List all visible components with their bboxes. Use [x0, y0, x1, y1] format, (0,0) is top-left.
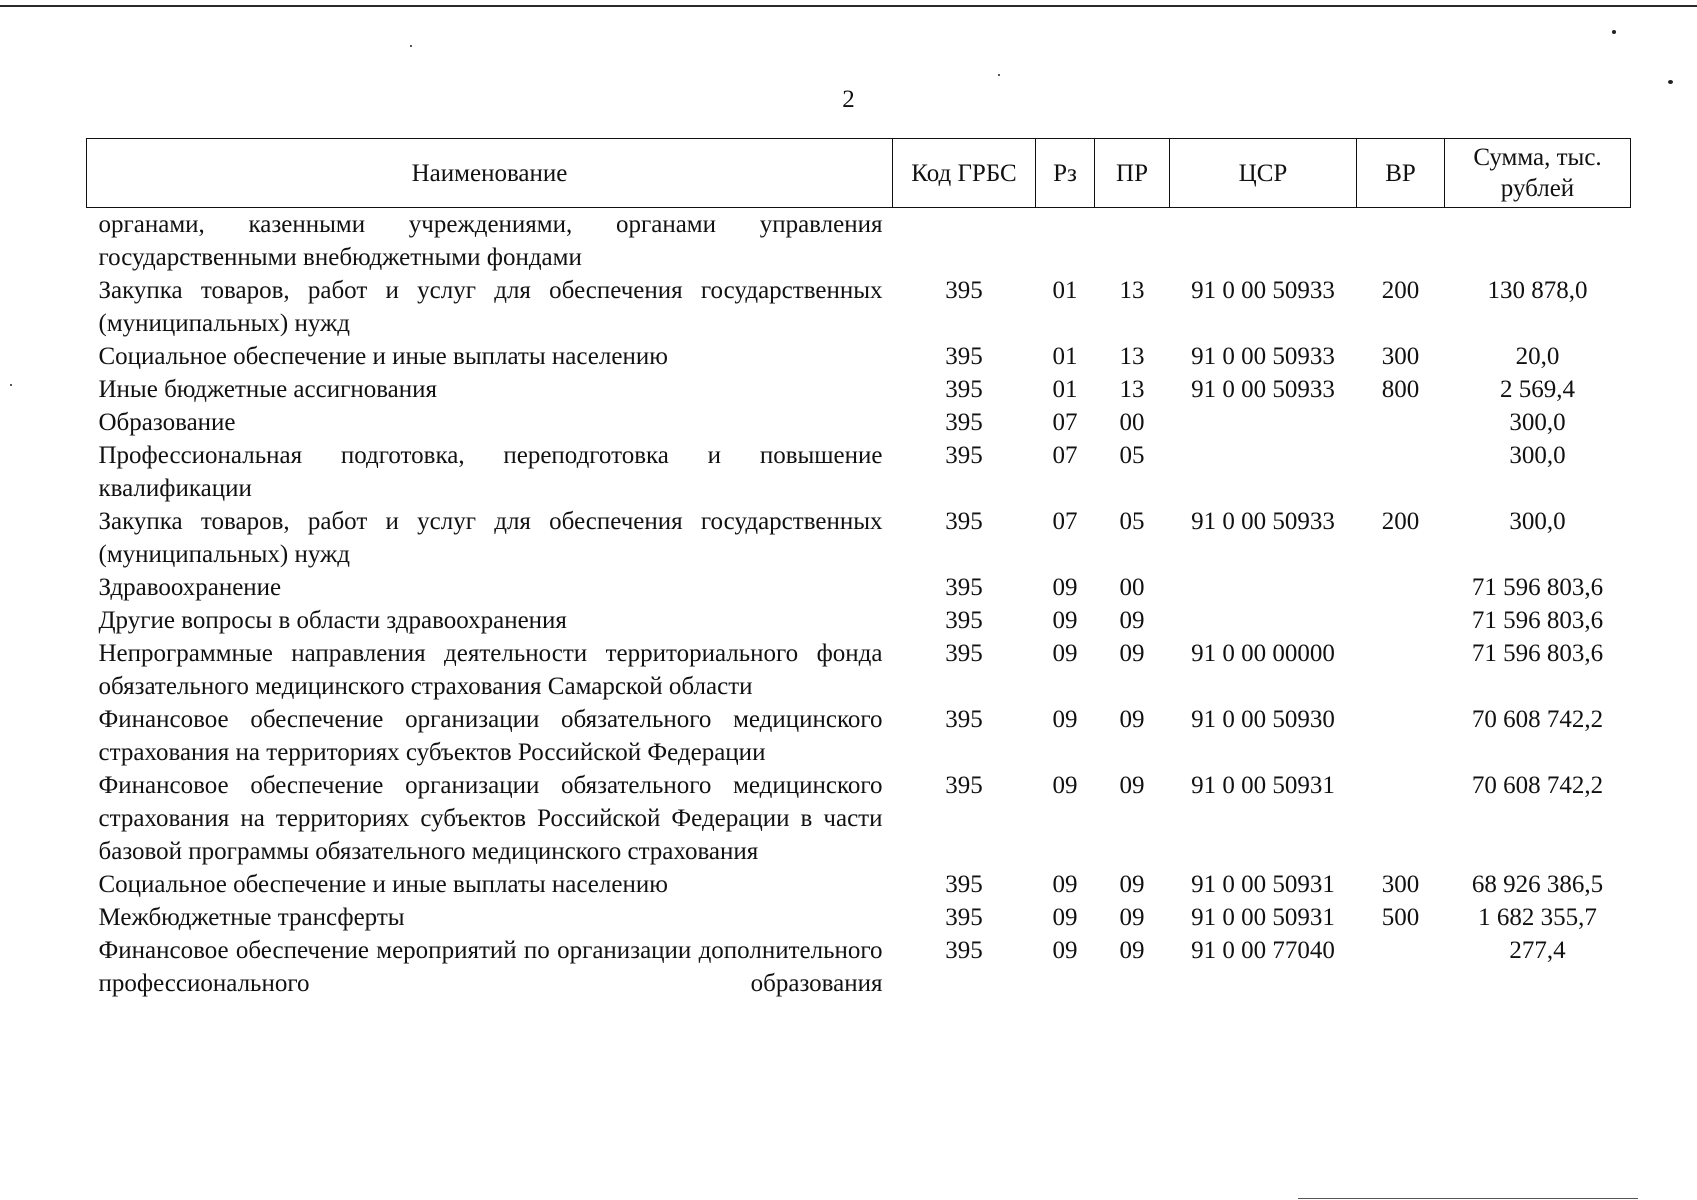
- cell-grbs: 395: [945, 277, 983, 304]
- cell-grbs: 395: [945, 871, 983, 898]
- cell-sum: 300,0: [1509, 442, 1566, 469]
- budget-table-container: [86, 138, 1630, 1000]
- cell-vr: 300: [1381, 343, 1420, 370]
- cell-sum: 300,0: [1509, 508, 1566, 535]
- cell-pr: 09: [1119, 772, 1145, 799]
- scan-edge-bottom: [1298, 1198, 1638, 1199]
- cell-vr: 800: [1381, 376, 1420, 403]
- cell-grbs: 395: [945, 574, 983, 601]
- cell-sum: 71 596 803,6: [1471, 607, 1604, 634]
- cell-csr: 91 0 00 50933: [1191, 277, 1335, 304]
- cell-rz: 01: [1052, 343, 1078, 370]
- cell-rz: 07: [1052, 442, 1078, 469]
- cell-rz: 09: [1052, 772, 1078, 799]
- cell-vr: [1357, 406, 1445, 439]
- table-row: [87, 769, 1631, 868]
- scan-speck: [998, 74, 1000, 76]
- scan-speck: [1612, 30, 1616, 34]
- cell-csr: 91 0 00 77040: [1191, 937, 1335, 964]
- cell-pr: 09: [1119, 937, 1145, 964]
- cell-pr: 05: [1119, 442, 1145, 469]
- cell-name: Другие вопросы в области здравоохранения: [98, 607, 567, 634]
- cell-csr: [1170, 406, 1357, 439]
- cell-grbs: 395: [945, 904, 983, 931]
- cell-vr: [1357, 208, 1445, 275]
- cell-name: Закупка товаров, работ и услуг для обеспечения государственных (муниципальных) нужд: [98, 508, 883, 568]
- cell-pr: 05: [1119, 508, 1145, 535]
- cell-rz: 09: [1052, 937, 1078, 964]
- cell-name: Межбюджетные трансферты: [98, 904, 405, 931]
- header-rz: Рз: [1036, 139, 1095, 208]
- cell-csr: 91 0 00 00000: [1191, 640, 1335, 667]
- cell-pr: 13: [1119, 376, 1145, 403]
- cell-rz: 09: [1052, 607, 1078, 634]
- scan-edge-top: [0, 5, 1697, 7]
- cell-sum: 71 596 803,6: [1471, 574, 1604, 601]
- cell-grbs: 395: [945, 772, 983, 799]
- cell-csr: 91 0 00 50933: [1191, 508, 1335, 535]
- cell-name: Непрограммные направления деятельности территориального фонда обязательного медицинского страхования Самарской области: [98, 640, 883, 700]
- table-body: [87, 208, 1631, 1001]
- table-row: [87, 703, 1631, 769]
- cell-grbs: 395: [945, 508, 983, 535]
- cell-sum: 2 569,4: [1500, 376, 1575, 403]
- table-row: [87, 505, 1631, 571]
- cell-rz: 09: [1052, 871, 1078, 898]
- header-grbs: Код ГРБС: [893, 139, 1036, 208]
- cell-csr: 91 0 00 50930: [1191, 706, 1335, 733]
- cell-name: Здравоохранение: [98, 574, 282, 601]
- cell-csr: 91 0 00 50933: [1191, 343, 1335, 370]
- budget-table: [86, 138, 1631, 1000]
- cell-sum: 300,0: [1509, 409, 1566, 436]
- table-row: [87, 439, 1631, 505]
- cell-pr: 09: [1119, 607, 1145, 634]
- cell-vr: [1357, 934, 1445, 1000]
- cell-grbs: 395: [945, 343, 983, 370]
- header-sum: Сумма, тыс. рублей: [1445, 139, 1631, 208]
- cell-vr: [1357, 604, 1445, 637]
- table-row: [87, 604, 1631, 637]
- cell-grbs: 395: [945, 640, 983, 667]
- cell-name: Финансовое обеспечение организации обязательного медицинского страхования на территориях субъектов Российской Федерации в части базовой программы обязательного медицинского страхования: [98, 772, 883, 865]
- cell-csr: 91 0 00 50931: [1191, 904, 1335, 931]
- cell-grbs: 395: [945, 409, 983, 436]
- cell-grbs: [893, 208, 1036, 275]
- cell-name: Закупка товаров, работ и услуг для обеспечения государственных (муниципальных) нужд: [98, 277, 883, 337]
- cell-sum: 130 878,0: [1487, 277, 1588, 304]
- cell-vr: 200: [1381, 508, 1420, 535]
- cell-vr: 200: [1381, 277, 1420, 304]
- cell-name: Профессиональная подготовка, переподготовка и повышение квалификации: [98, 442, 883, 502]
- cell-grbs: 395: [945, 937, 983, 964]
- table-row: [87, 274, 1631, 340]
- header-csr: ЦСР: [1170, 139, 1357, 208]
- cell-pr: 09: [1119, 871, 1145, 898]
- cell-csr: [1170, 439, 1357, 505]
- cell-csr: 91 0 00 50933: [1191, 376, 1335, 403]
- cell-pr: 00: [1119, 574, 1145, 601]
- cell-pr: 09: [1119, 706, 1145, 733]
- scan-speck: [410, 45, 412, 47]
- cell-sum: 70 608 742,2: [1471, 706, 1604, 733]
- cell-pr: 13: [1119, 343, 1145, 370]
- cell-vr: [1357, 637, 1445, 703]
- cell-sum: 277,4: [1509, 937, 1566, 964]
- cell-sum: 1 682 355,7: [1478, 904, 1597, 931]
- cell-name: Финансовое обеспечение мероприятий по организации дополнительного профессионального образования: [98, 937, 883, 997]
- cell-pr: 13: [1119, 277, 1145, 304]
- table-row: [87, 208, 1631, 275]
- cell-rz: 09: [1052, 904, 1078, 931]
- cell-sum: 71 596 803,6: [1471, 640, 1604, 667]
- cell-name: Финансовое обеспечение организации обязательного медицинского страхования на территориях субъектов Российской Федерации: [98, 706, 883, 766]
- cell-vr: 300: [1381, 871, 1420, 898]
- header-pr: ПР: [1095, 139, 1170, 208]
- cell-grbs: 395: [945, 607, 983, 634]
- table-row: [87, 637, 1631, 703]
- cell-csr: [1170, 571, 1357, 604]
- table-row: [87, 571, 1631, 604]
- cell-rz: 09: [1052, 706, 1078, 733]
- scan-speck: [1668, 80, 1673, 84]
- cell-vr: [1357, 439, 1445, 505]
- cell-pr: 09: [1119, 904, 1145, 931]
- cell-pr: 00: [1119, 409, 1145, 436]
- header-vr: ВР: [1357, 139, 1445, 208]
- cell-grbs: 395: [945, 442, 983, 469]
- cell-rz: 09: [1052, 574, 1078, 601]
- cell-rz: 09: [1052, 640, 1078, 667]
- cell-name: Социальное обеспечение и иные выплаты населению: [98, 871, 668, 898]
- page-number: 2: [842, 86, 855, 113]
- cell-name: Иные бюджетные ассигнования: [98, 376, 438, 403]
- cell-rz: 07: [1052, 409, 1078, 436]
- cell-name: органами, казенными учреждениями, органами управления государственными внебюджетными фондами: [98, 211, 883, 271]
- cell-pr: 09: [1119, 640, 1145, 667]
- cell-grbs: 395: [945, 706, 983, 733]
- cell-vr: 500: [1381, 904, 1420, 931]
- cell-rz: 07: [1052, 508, 1078, 535]
- cell-sum: 70 608 742,2: [1471, 772, 1604, 799]
- cell-csr: [1170, 604, 1357, 637]
- table-header: [87, 139, 1631, 208]
- table-row: [87, 901, 1631, 934]
- header-row: [87, 139, 1631, 208]
- header-name: Наименование: [87, 139, 893, 208]
- scan-speck: [10, 384, 12, 386]
- cell-sum: 20,0: [1515, 343, 1560, 370]
- cell-vr: [1357, 703, 1445, 769]
- table-row: [87, 868, 1631, 901]
- cell-csr: [1170, 208, 1357, 275]
- cell-vr: [1357, 571, 1445, 604]
- cell-pr: [1095, 208, 1170, 275]
- cell-rz: 01: [1052, 277, 1078, 304]
- cell-grbs: 395: [945, 376, 983, 403]
- table-row: [87, 340, 1631, 373]
- table-row: [87, 373, 1631, 406]
- table-row: [87, 934, 1631, 1000]
- cell-vr: [1357, 769, 1445, 868]
- cell-csr: 91 0 00 50931: [1191, 772, 1335, 799]
- cell-name: Образование: [98, 409, 236, 436]
- table-row: [87, 406, 1631, 439]
- cell-csr: 91 0 00 50931: [1191, 871, 1335, 898]
- cell-rz: 01: [1052, 376, 1078, 403]
- cell-sum: [1445, 208, 1631, 275]
- cell-rz: [1036, 208, 1095, 275]
- cell-sum: 68 926 386,5: [1471, 871, 1604, 898]
- cell-name: Социальное обеспечение и иные выплаты населению: [98, 343, 668, 370]
